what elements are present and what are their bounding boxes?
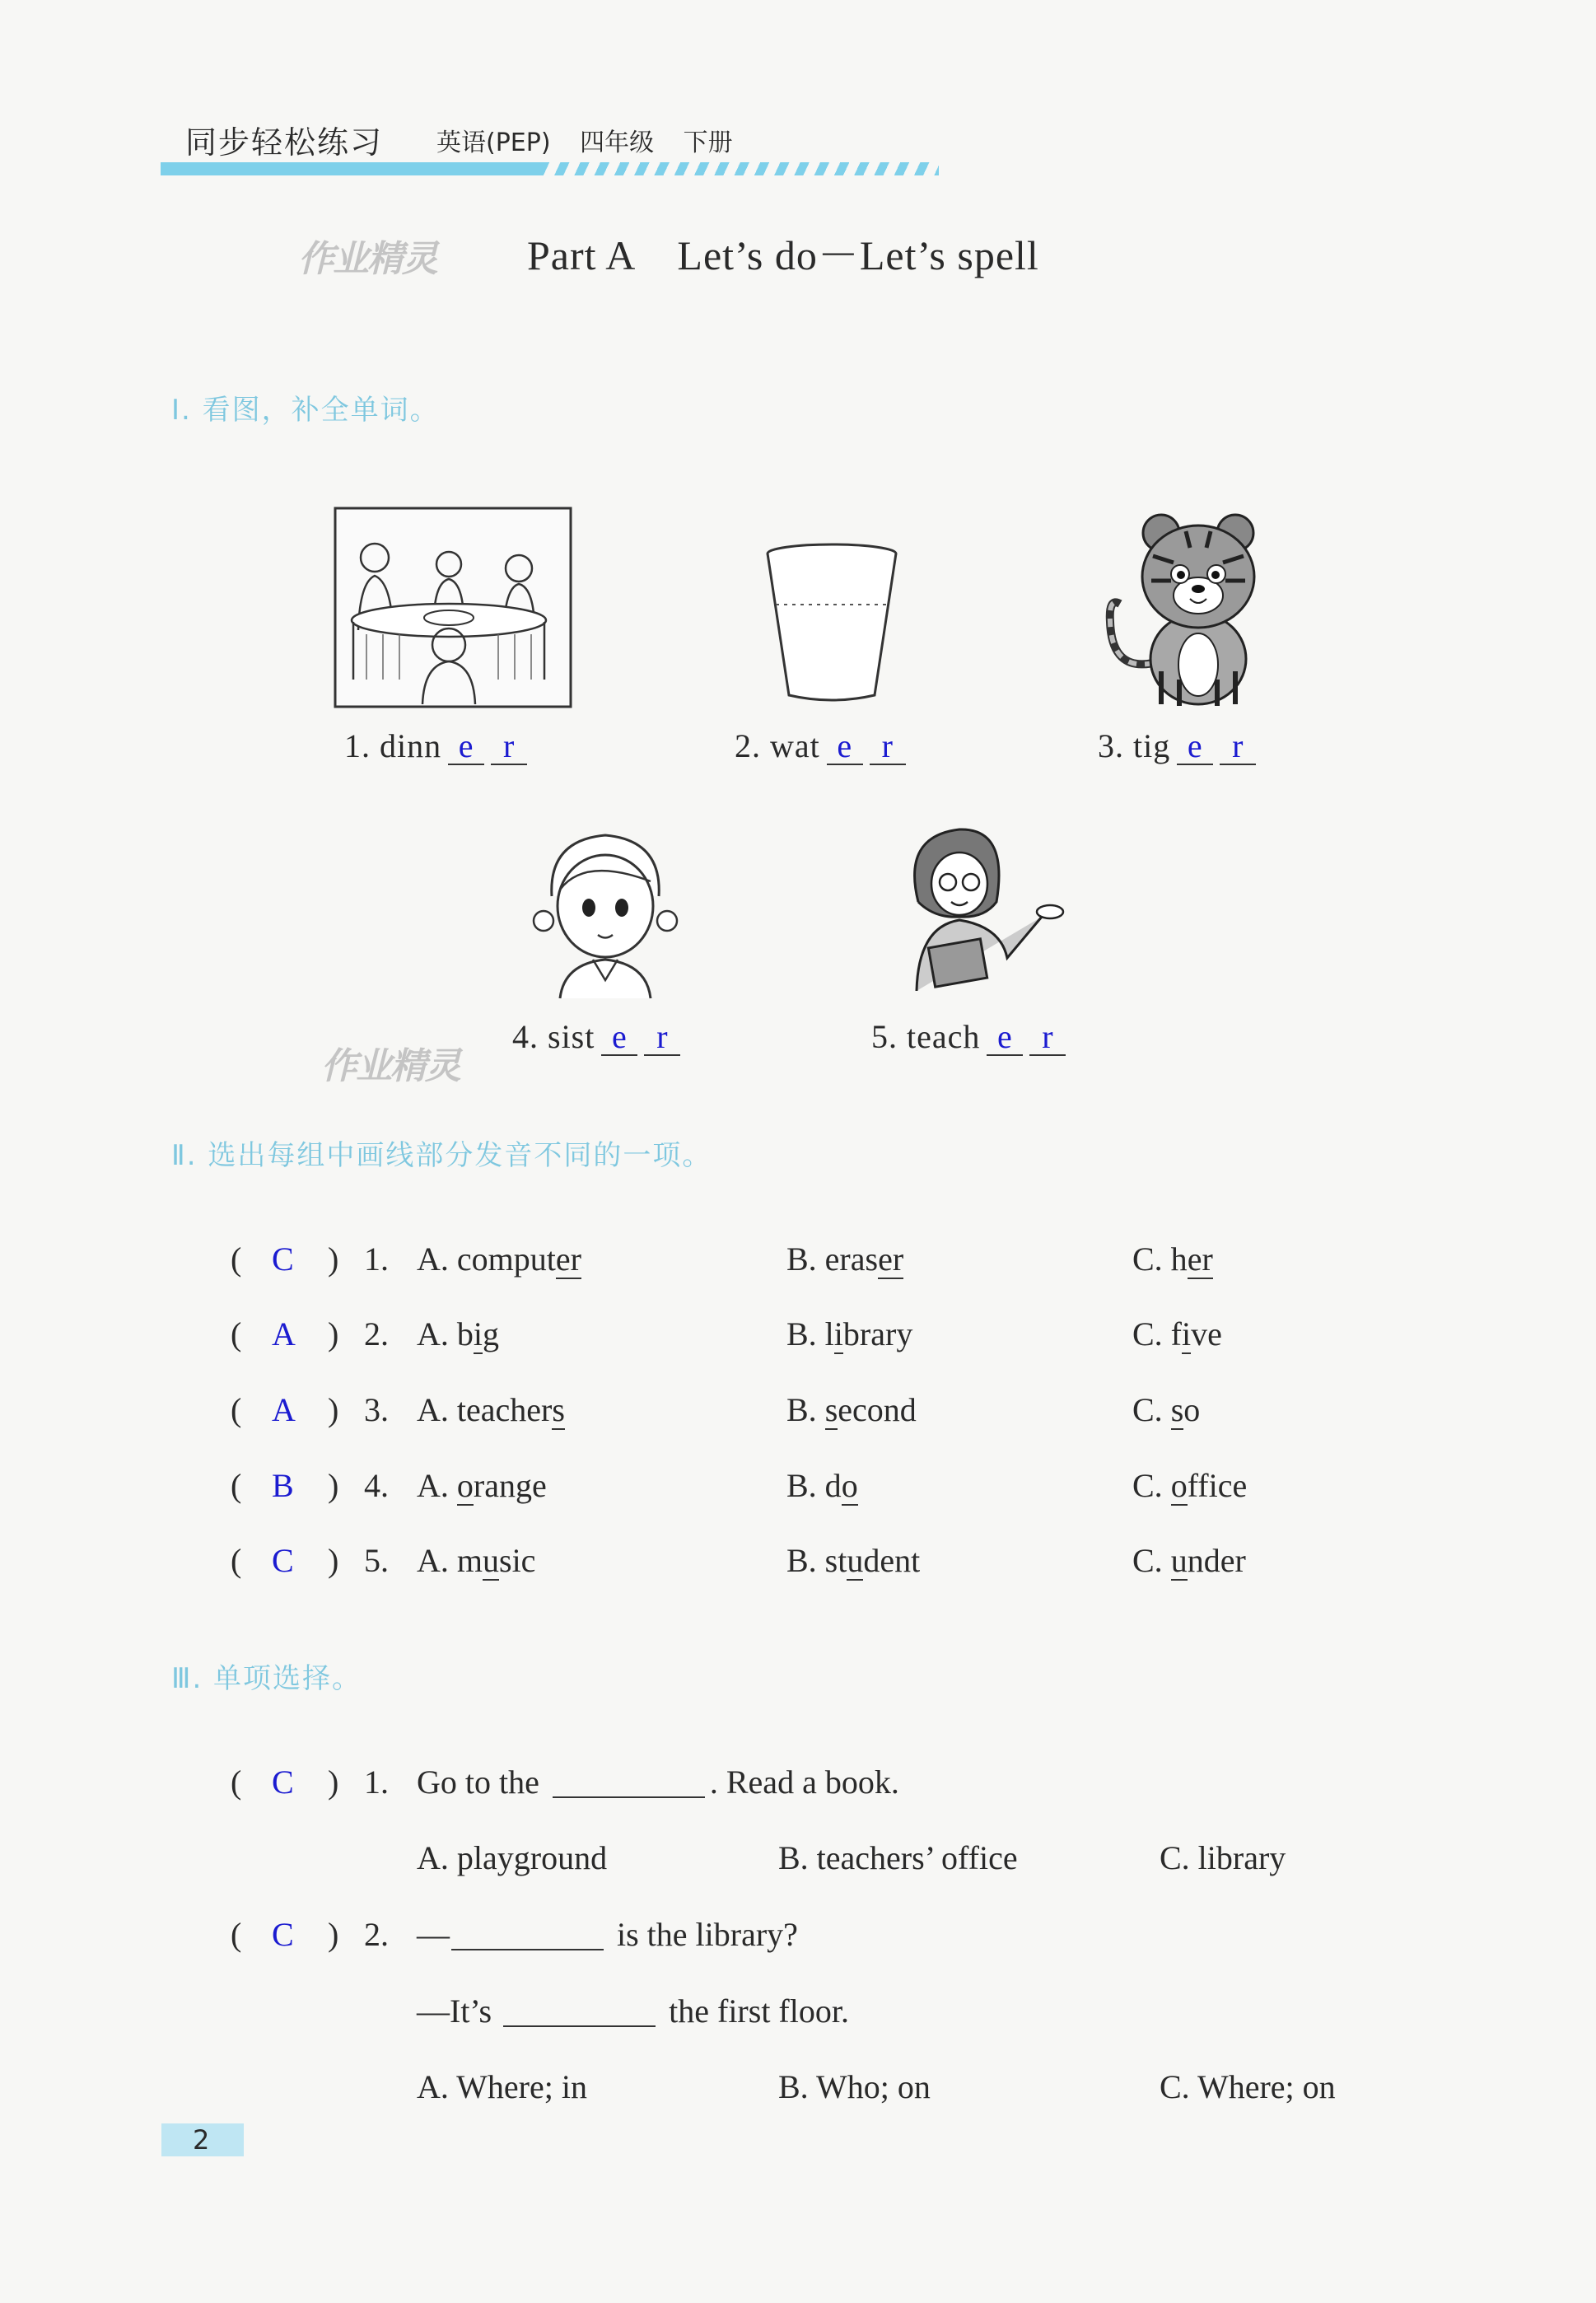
- answer-blank[interactable]: e: [601, 1020, 637, 1056]
- option-a: A. teachers: [417, 1391, 565, 1428]
- subject-label: 英语(PEP): [436, 128, 551, 157]
- grade-label: 四年级: [580, 128, 655, 157]
- answer-blank[interactable]: e: [448, 729, 484, 765]
- option-b: B. eraser: [786, 1240, 904, 1278]
- question-number: 4.: [364, 1467, 389, 1504]
- answer-letter[interactable]: C: [272, 1240, 294, 1278]
- picture-5-caption: [871, 1017, 1066, 1056]
- close-paren: ): [328, 1391, 339, 1428]
- picture-1-caption: [344, 726, 527, 765]
- answer-blank[interactable]: r: [491, 729, 527, 765]
- question-number: 2.: [364, 1315, 389, 1352]
- question-row: [0, 1466, 1596, 1507]
- option-a: A. big: [417, 1315, 500, 1352]
- word-stem: 3. tig: [1098, 727, 1171, 764]
- question-row: [0, 1390, 1596, 1432]
- close-paren: ): [328, 1916, 339, 1953]
- close-paren: ): [328, 1240, 339, 1278]
- option-c: C. so: [1132, 1391, 1201, 1428]
- answer-letter[interactable]: C: [272, 1916, 294, 1953]
- question-stem: — is the library?: [417, 1916, 798, 1953]
- watermark-logo: 作业精灵: [321, 1045, 460, 1087]
- question-number: 5.: [364, 1542, 389, 1579]
- open-paren: (: [231, 1542, 242, 1579]
- question-number: 1.: [364, 1240, 389, 1278]
- answer-letter[interactable]: B: [272, 1467, 294, 1504]
- question-row: [0, 1240, 1596, 1281]
- option-a: A. orange: [417, 1467, 547, 1504]
- open-paren: (: [231, 1391, 242, 1428]
- teacher-picture: [902, 820, 1075, 993]
- answer-letter[interactable]: A: [272, 1391, 296, 1428]
- answer-blank[interactable]: r: [1029, 1020, 1066, 1056]
- answer-letter[interactable]: A: [272, 1315, 296, 1352]
- close-paren: ): [328, 1315, 339, 1352]
- part-label: Part A: [527, 232, 637, 278]
- volume-label: 下册: [683, 128, 733, 157]
- word-stem: 1. dinn: [344, 727, 442, 764]
- answer-line: [0, 1992, 1596, 2033]
- series-title: 同步轻松练习: [185, 124, 384, 161]
- option-a: A. computer: [417, 1240, 581, 1278]
- open-paren: (: [231, 1315, 242, 1352]
- water-glass-picture: [764, 542, 899, 707]
- answer-letter[interactable]: C: [272, 1763, 294, 1801]
- header-stripe: [161, 162, 939, 175]
- option-c: C. her: [1132, 1240, 1213, 1278]
- close-paren: ): [328, 1467, 339, 1504]
- open-paren: (: [231, 1916, 242, 1953]
- page-title: [527, 222, 1080, 282]
- question-stem: Go to the . Read a book.: [417, 1763, 899, 1801]
- question-row: [0, 1541, 1596, 1582]
- open-paren: (: [231, 1467, 242, 1504]
- answer-blank[interactable]: r: [644, 1020, 680, 1056]
- section-2-heading: Ⅱ. 选出每组中画线部分发音不同的一项。: [171, 1139, 712, 1172]
- option-c: C. five: [1132, 1315, 1222, 1352]
- option-b: B. do: [786, 1467, 858, 1504]
- question-row: [0, 1915, 1596, 1956]
- question-row: [0, 1315, 1596, 1356]
- answer-blank[interactable]: r: [870, 729, 906, 765]
- fill-blank[interactable]: [451, 1918, 604, 1950]
- option-a: A. music: [417, 1542, 536, 1579]
- option-a: A. playground: [417, 1839, 608, 1876]
- close-paren: ): [328, 1542, 339, 1579]
- option-b: B. second: [786, 1391, 917, 1428]
- option-c: C. Where; on: [1160, 2068, 1336, 2105]
- section-1-heading: Ⅰ. 看图，补全单词。: [171, 394, 440, 427]
- answer-blank[interactable]: e: [1177, 729, 1213, 765]
- picture-3-caption: [1098, 726, 1256, 765]
- option-c: C. under: [1132, 1542, 1246, 1579]
- options-row: [0, 2067, 1596, 2109]
- option-c: C. library: [1160, 1839, 1286, 1876]
- option-b: B. teachers’ office: [778, 1839, 1018, 1876]
- sister-picture: [527, 824, 684, 1001]
- question-number: 1.: [364, 1763, 389, 1801]
- question-row: [0, 1763, 1596, 1804]
- answer-blank[interactable]: e: [827, 729, 863, 765]
- question-number: 3.: [364, 1391, 389, 1428]
- option-b: B. Who; on: [778, 2068, 931, 2105]
- option-b: B. library: [786, 1315, 913, 1352]
- fill-blank[interactable]: [553, 1765, 705, 1798]
- picture-2-caption: [735, 726, 906, 765]
- dinner-picture: [334, 507, 572, 708]
- open-paren: (: [231, 1240, 242, 1278]
- picture-4-caption: [512, 1017, 680, 1056]
- tiger-picture: [1104, 507, 1276, 712]
- word-stem: 2. wat: [735, 727, 820, 764]
- answer-sentence: —It’s the first floor.: [417, 1992, 849, 2030]
- section-3-heading: Ⅲ. 单项选择。: [171, 1662, 362, 1695]
- open-paren: (: [231, 1763, 242, 1801]
- book-info: [436, 122, 754, 158]
- page-number: 2: [161, 2123, 244, 2156]
- close-paren: ): [328, 1763, 339, 1801]
- options-row: [0, 1838, 1596, 1880]
- answer-letter[interactable]: C: [272, 1542, 294, 1579]
- word-stem: 5. teach: [871, 1018, 981, 1055]
- answer-blank[interactable]: r: [1220, 729, 1256, 765]
- option-a: A. Where; in: [417, 2068, 587, 2105]
- answer-blank[interactable]: e: [987, 1020, 1023, 1056]
- watermark-logo: 作业精灵: [298, 238, 436, 280]
- fill-blank[interactable]: [503, 1994, 656, 2027]
- topic-label: Let’s do－Let’s spell: [677, 232, 1039, 278]
- option-b: B. student: [786, 1542, 921, 1579]
- word-stem: 4. sist: [512, 1018, 595, 1055]
- question-number: 2.: [364, 1916, 389, 1953]
- option-c: C. office: [1132, 1467, 1248, 1504]
